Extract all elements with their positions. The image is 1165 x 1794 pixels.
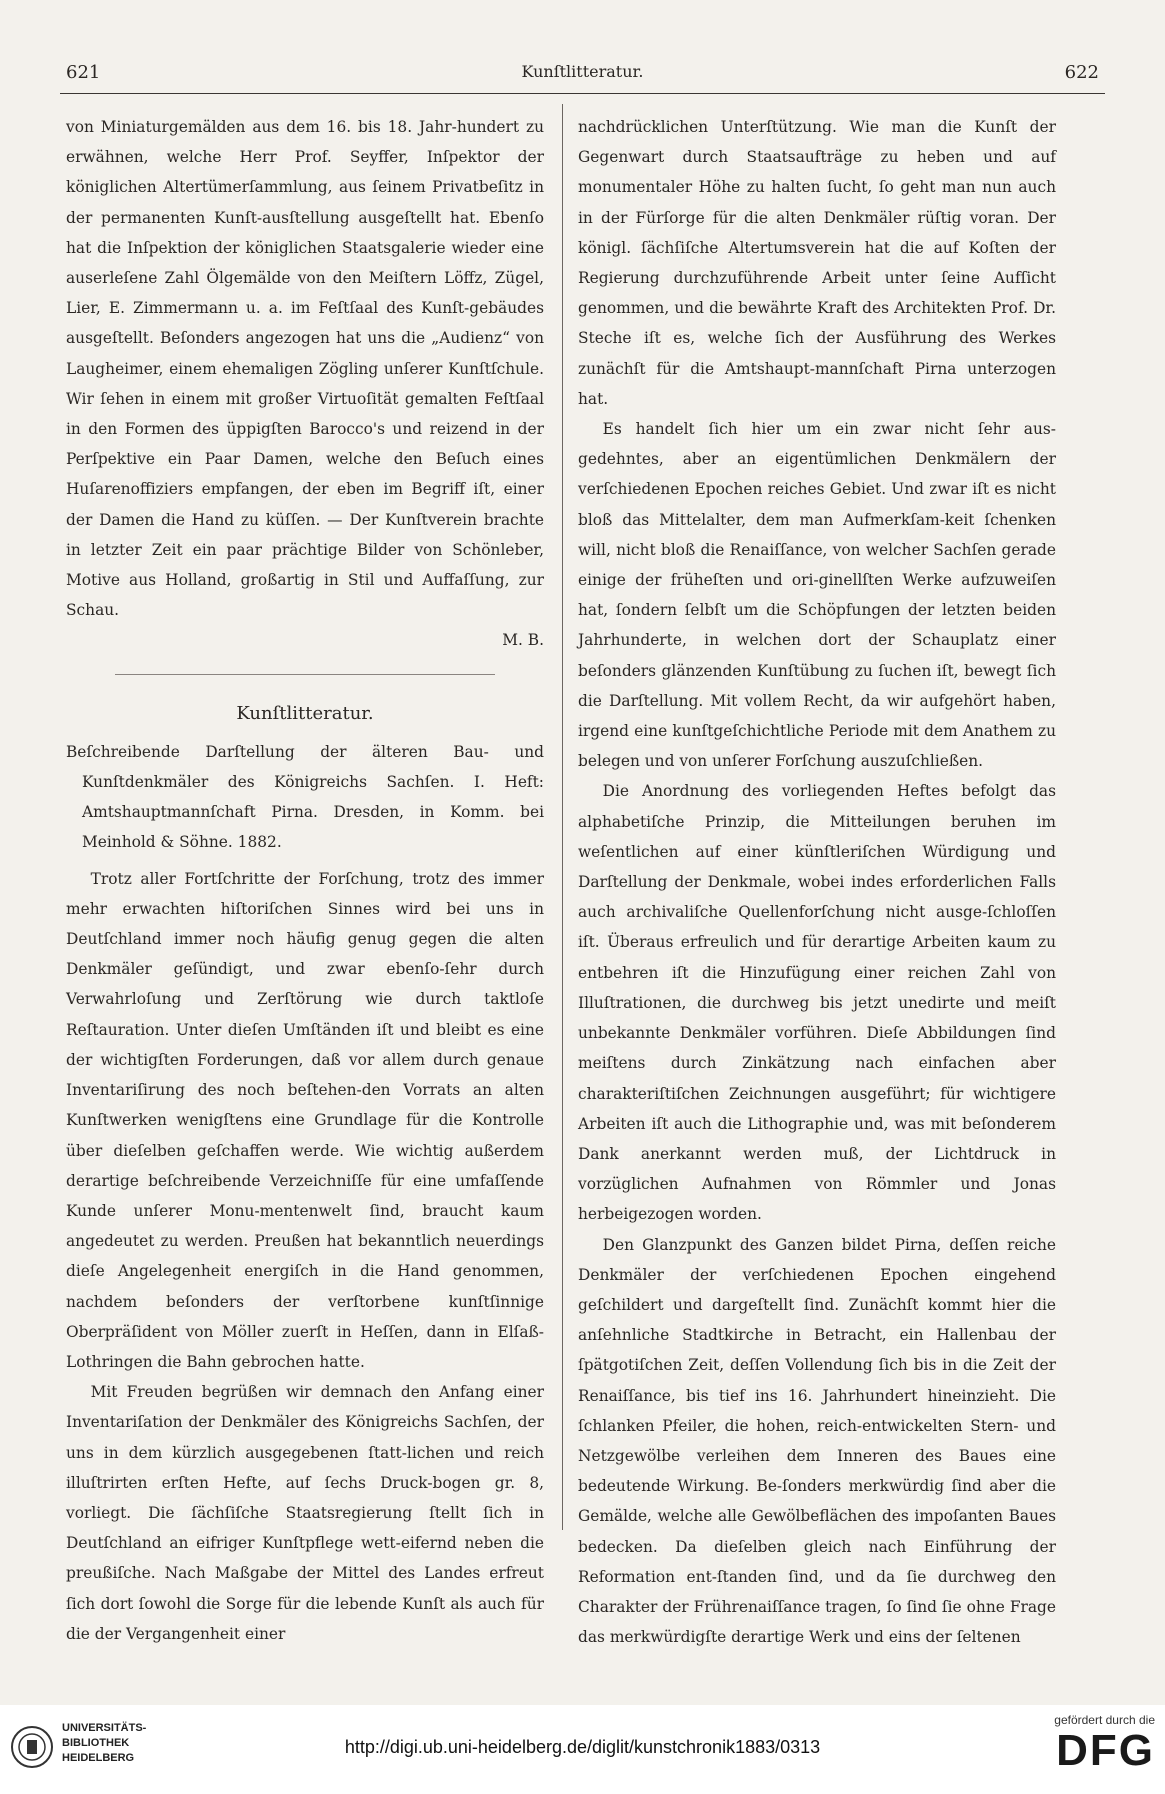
paragraph: Mit Freuden begrüßen wir demnach den Anfang einer Inventariſation der Denkmäler des Königreichs Sachſen, der uns in dem kürzlich ausgegebenen ſtatt-lichen und reich illuſtrirten erſten Hefte, auf ſechs Druck-bogen gr. 8, vorliegt. Die ſächſiſche Staatsregierung ſtellt ſich in Deutſchland an eifriger Kunſtpflege wett-eifernd neben die preußiſche. Nach Maßgabe der Mittel des Landes erfreut ſich dort ſowohl die Sorge für die lebende Kunſt als auch für die der Vergangenheit einer [66, 1383, 544, 1643]
library-name: UNIVERSITÄTS- BIBLIOTHEK HEIDELBERG [62, 1722, 147, 1764]
page-header [60, 52, 1105, 92]
left-column [66, 112, 544, 1649]
funded-by-label: gefördert durch die [1054, 1713, 1155, 1727]
author-signature: M. B. [502, 631, 544, 650]
column-divider [562, 104, 563, 1530]
paragraph: Es handelt ſich hier um ein zwar nicht ſehr aus-gedehntes, aber an eigentümlichen Denkmälern der verſchiedenen Epochen reiches Gebiet. Und zwar iſt es nicht bloß das Mittelalter, dem man Aufmerkſam-keit ſchenken will, nicht bloß die Renaiſſance, von welcher Sachſen gerade einige der früheſten und ori-ginellſten Werke aufzuweiſen hat, ſondern ſelbſt um die Schöpfungen der letzten beiden Jahrhunderte, in welchen dort der Schauplatz einer beſonders glänzenden Kunſtübung zu ſuchen iſt, bewegt ſich die Darſtellung. Mit vollem Recht, da wir aufgehört haben, irgend eine kunſtgeſchichtliche Periode mit dem Anathem zu belegen und von unſerer Forſchung auszuſchließen. [578, 420, 1056, 771]
dfg-wordmark: DFG [1056, 1726, 1155, 1775]
digitization-footer [0, 1705, 1165, 1794]
running-title: Kunſtlitteratur. [521, 62, 644, 81]
page-number-right: 622 [1064, 62, 1099, 83]
book-citation: Beſchreibende Darſtellung der älteren Bau- und Kunſtdenkmäler des Königreichs Sachſen. I. Heft: Amtshauptmannſchaft Pirna. Dresden, in Komm. bei Meinhold & Söhne. 1882. [66, 742, 544, 852]
paragraph: von Miniaturgemälden aus dem 16. bis 18. Jahr-hundert zu erwähnen, welche Herr Prof. Seyffer, Inſpektor der königlichen Altertümerſammlung, aus ſeinem Privatbeſitz in der permanenten Kunſt-ausſtellung ausgeſtellt hat. Ebenſo hat die Inſpektion der königlichen Staatsgalerie wieder eine auserleſene Zahl Ölgemälde von den Meiſtern Löffz, Zügel, Lier, E. Zimmermann u. a. im Feſtſaal des Kunſt-gebäudes ausgeſtellt. Beſonders angezogen hat uns die „Audienz“ von Laugheimer, einem ehemaligen Zögling unſerer Kunſtſchule. Wir ſehen in einem mit großer Virtuoſität gemalten Feſtſaal in den Formen des üppigſten Barocco's und reizend in der Perſpektive ein Paar Damen, welche den Beſuch eines Huſarenoffiziers empfangen, der eben im Begriff iſt, einer der Damen die Hand zu küſſen. — Der Kunſtverein brachte in letzter Zeit ein paar prächtige Bilder von Schönleber, Motive aus Holland, großartig in Stil und Auffaſſung, zur Schau. [66, 118, 544, 620]
paragraph: Trotz aller Fortſchritte der Forſchung, trotz des immer mehr erwachten hiſtoriſchen Sinnes wird bei uns in Deutſchland immer noch häufig genug gegen die alten Denkmäler geſündigt, und zwar ebenſo-ſehr durch Verwahrloſung und Zerſtörung wie durch taktloſe Reſtauration. Unter dieſen Umſtänden iſt und bleibt es eine der wichtigſten Forderungen, daß vor allem durch genaue Inventariſirung des noch beſtehen-den Vorrats an alten Kunſtwerken wenigſtens eine Grundlage für die Kontrolle über dieſelben geſchaffen werde. Wie wichtig außerdem derartige beſchreibende Verzeichniſſe für eine umfaſſende Kunde unſerer Monu-mentenwelt ſind, braucht kaum angedeutet zu werden. Preußen hat bekanntlich neuerdings dieſe Angelegenheit energiſch in die Hand genommen, nachdem beſonders der verſtorbene kunſtſinnige Oberpräſident von Möller zuerſt in Heſſen, dann in Elſaß-Lothringen die Bahn gebrochen hatte. [66, 869, 544, 1371]
section-title: Kunſtlitteratur. [236, 702, 374, 724]
source-url-link[interactable]: http://digi.ub.uni-heidelberg.de/diglit/kunstchronik1883/0313 [344, 1737, 821, 1757]
dfg-logo[interactable] [975, 1713, 1155, 1788]
paragraph: Den Glanzpunkt des Ganzen bildet Pirna, deſſen reiche Denkmäler der verſchiedenen Epochen eingehend geſchildert und dargeſtellt ſind. Zunächſt kommt hier die anſehnliche Stadtkirche in Betracht, ein Hallenbau der ſpätgotiſchen Zeit, deſſen Vollendung ſich bis in die Zeit der Renaiſſance, bis tief ins 16. Jahrhundert hineinzieht. Die ſchlanken Pfeiler, die hohen, reich-entwickelten Stern- und Netzgewölbe verleihen dem Inneren des Baues eine bedeutende Wirkung. Be-ſonders merkwürdig ſind aber die Gemälde, welche alle Gewölbeflächen des impoſanten Baues bedecken. Da dieſelben gleich nach Einführung der Reformation ent-ſtanden ſind, und da ſie durchweg den Charakter der Frührenaiſſance tragen, ſo ſind ſie ohne Frage das merkwürdigſte derartige Werk und eins der ſeltenen [578, 1235, 1056, 1647]
right-column [578, 112, 1056, 1652]
paragraph: nachdrücklichen Unterſtützung. Wie man die Kunſt der Gegenwart durch Staatsaufträge zu heben und auf monumentaler Höhe zu halten ſucht, ſo geht man nun auch in der Fürſorge für die alten Denkmäler rüſtig voran. Der königl. ſächſiſche Altertumsverein hat die auf Koſten der Regierung durchzuführende Arbeit unter ſeine Aufſicht genommen, und die bewährte Kraft des Architekten Prof. Dr. Steche iſt es, welche ſich der Ausführung des Werkes zunächſt für die Amtshaupt-mannſchaft Pirna unterzogen hat. [578, 118, 1056, 408]
paragraph: Die Anordnung des vorliegenden Heftes befolgt das alphabetiſche Prinzip, die Mitteilungen beruhen im weſentlichen auf einer künſtleriſchen Würdigung und Darſtellung der Denkmale, wobei indes erforderlichen Falls auch archivaliſche Quellenforſchung nicht ausge-ſchloſſen iſt. Überaus erfreulich und für derartige Arbeiten kaum zu entbehren iſt die Hinzufügung einer reichen Zahl von Illuſtrationen, die durchweg bis jetzt unedirte und meiſt unbekannte Denkmäler vorführen. Dieſe Abbildungen ſind meiſtens durch Zinkätzung nach einfachen aber charakteriſtiſchen Zeichnungen ausgeführt; für wichtigere Arbeiten iſt auch die Lithographie und, was mit beſonderem Dank anerkannt werden muß, der Lichtdruck in vorzüglichen Aufnahmen von Römmler und Jonas herbeigezogen worden. [578, 782, 1056, 1224]
header-rule [60, 93, 1105, 94]
page-number-left: 621 [66, 62, 101, 83]
section-separator [115, 674, 495, 675]
